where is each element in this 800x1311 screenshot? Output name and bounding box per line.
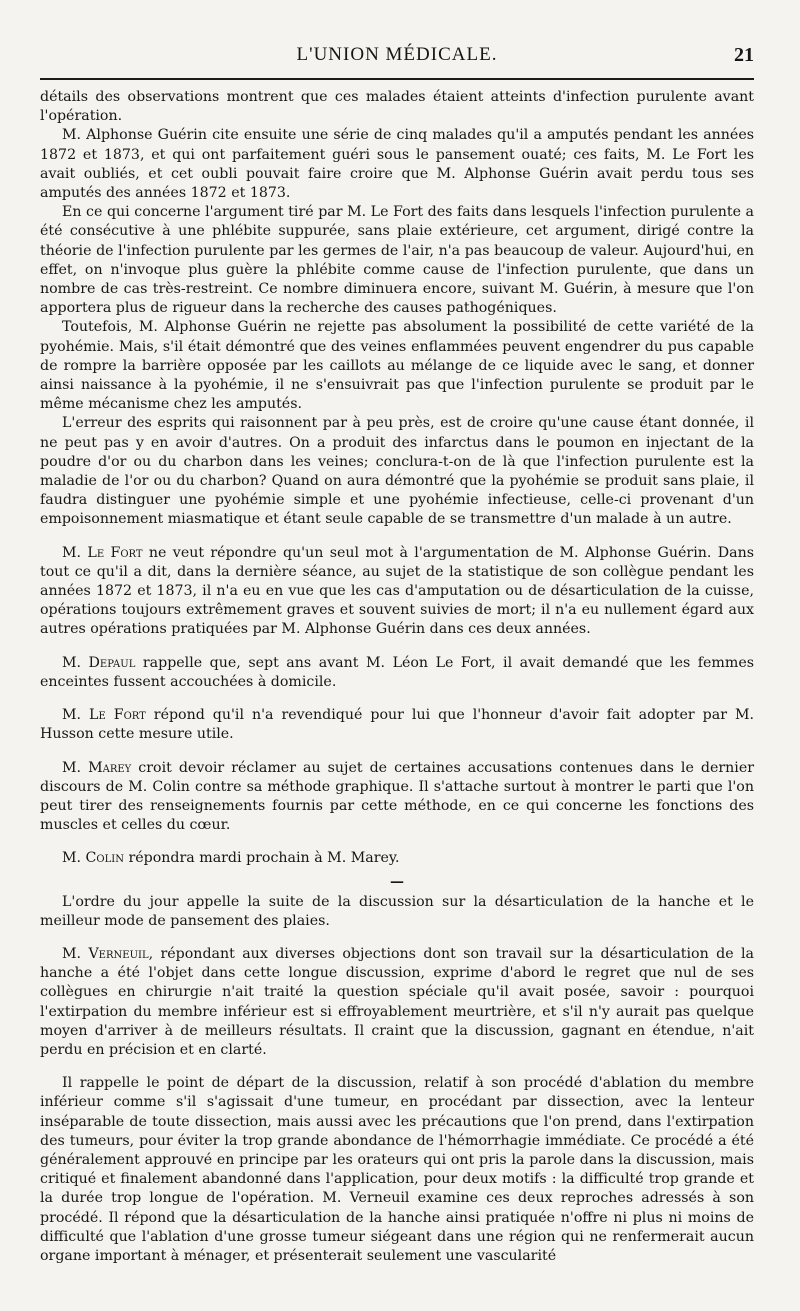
paragraph: L'erreur des esprits qui raisonnent par à peu près, est de croire qu'une cause étant donnée, il ne peut pas y en avoir d'autres. On a produit des infarctus dans le poumon en injectant de la poudre d'or ou du charbon dans les veines; conclura-t-on de là que l'infection purulente est la maladie de l'or ou du charbon? Quand on aura démontré que la pyohémie se produit sans plaie, il faudra distinguer une pyohémie simple et une pyohémie infectieuse, celle-ci provenant d'un empoisonnement miasmatique et étant seule capable de se transmettre d'un malade à un autre. <box>40 415 754 528</box>
header-rule <box>40 78 754 80</box>
paragraph: M. Marey croit devoir réclamer au sujet de certaines accusations contenues dans le dernier discours de M. Colin contre sa méthode graphique. Il s'attache surtout à montrer le parti que l'on peut tirer des renseignements fournis par cette méthode, en ce qui concerne les fonctions des muscles et celles du cœur. <box>40 759 754 834</box>
speaker-name: M. Verneuil, <box>62 945 154 962</box>
speaker-name: M. Marey <box>62 759 132 776</box>
article-body <box>40 88 754 1266</box>
page-number: 21 <box>734 44 754 66</box>
paragraph: M. Depaul rappelle que, sept ans avant M. Léon Le Fort, il avait demandé que les femmes enceintes fussent accouchées à domicile. <box>40 654 754 690</box>
paragraph: M. Le Fort répond qu'il n'a revendiqué pour lui que l'honneur d'avoir fait adopter par M. Husson cette mesure utile. <box>40 707 754 743</box>
speaker-name: M. Le Fort <box>62 707 146 724</box>
paragraph: M. Le Fort ne veut répondre qu'un seul mot à l'argumentation de M. Alphonse Guérin. Dans tout ce qu'il a dit, dans la dernière séance, au sujet de la statistique de son collègue pendant les années 1872 et 1873, il n'a eu en vue que les cas d'amputation ou de désarticulation de la cuisse, opérations toujours extrêmement graves et souvent suivies de mort; il n'a eu nullement égard aux autres opérations pratiquées par M. Alphonse Guérin dans ces deux années. <box>40 544 755 638</box>
section-separator: — <box>390 873 404 890</box>
paragraph: Il rappelle le point de départ de la discussion, relatif à son procédé d'ablation du membre inférieur comme s'il s'agissait d'une tumeur, en procédant par dissection, avec la lenteur inséparable de toute dissection, mais aussi avec les précautions que l'on prend, dans l'extirpation des tumeurs, pour éviter la trop grande abondance de l'hémorrhagie immédiate. Ce procédé a été généralement approuvé en principe par les orateurs qui ont pris la parole dans la discussion, mais critiqué et finalement abandonné dans l'application, pour deux motifs : la difficulté trop grande et la durée trop longue de l'opération. M. Verneuil examine ces deux reproches adressés à son procédé. Il répond que la désarticulation de la hanche ainsi pratiquée n'offre ni plus ni moins de difficulté que l'ablation d'une grosse tumeur siégeant dans une région qui ne renfermerait aucun organe important à ménager, et présenterait seulement une vascularité <box>40 1075 754 1264</box>
paragraph: M. Verneuil, répondant aux diverses objections dont son travail sur la désarticulation de la hanche a été l'objet dans cette longue discussion, exprime d'abord le regret que nul de ses collègues en chirurgie n'ait traité la question spéciale qu'il avait posée, savoir : pourquoi l'extirpation du membre inférieur est si effroyablement meurtrière, et s'il n'y aurait pas quelque moyen d'arriver à de meilleurs résultats. Il craint que la discussion, gagnant en étendue, n'ait perdu en précision et en clarté. <box>40 945 754 1058</box>
paragraph: En ce qui concerne l'argument tiré par M. Le Fort des faits dans lesquels l'infection purulente a été consécutive à une phlébite suppurée, sans plaie extérieure, cet argument, dirigé contre la théorie de l'infection purulente par les germes de l'air, n'a pas beaucoup de valeur. Aujourd'hui, en effet, on n'invoque plus guère la phlébite comme cause de l'infection purulente, que dans un nombre de cas très-restreint. Ce nombre diminuera encore, suivant M. Guérin, à mesure que l'on apportera plus de rigueur dans la recherche des causes pathogéniques. <box>40 204 754 317</box>
speaker-name: M. Depaul <box>62 654 136 671</box>
speaker-name: M. Alphonse Guérin <box>62 127 207 144</box>
speaker-name: M. Colin <box>62 850 124 867</box>
journal-title: L'UNION MÉDICALE. <box>296 44 498 65</box>
paragraph: L'ordre du jour appelle la suite de la discussion sur la désarticulation de la hanche et le meilleur mode de pansement des plaies. <box>40 893 754 929</box>
paragraph: M. Alphonse Guérin cite ensuite une série de cinq malades qu'il a amputés pendant les années 1872 et 1873, et qui ont parfaitement guéri sous le pansement ouaté; ces faits, M. Le Fort les avait oubliés, et cet oubli pouvait faire croire que M. Alphonse Guérin avait perdu tous ses amputés des années 1872 et 1873. <box>40 127 755 202</box>
paragraph: Toutefois, M. Alphonse Guérin ne rejette pas absolument la possibilité de cette variété de la pyohémie. Mais, s'il était démontré que des veines enflammées peuvent engendrer du pus capable de rompre la barrière opposée par les caillots au mélange de ce liquide avec le sang, et donner ainsi naissance à la pyohémie, il ne s'ensuivrait pas que l'infection purulente se produit par le même mécanisme chez les amputés. <box>40 319 754 413</box>
paragraph: M. Colin répondra mardi prochain à M. Marey. <box>62 850 400 867</box>
paragraph: détails des observations montrent que ces malades étaient atteints d'infection purulente avant l'opération. <box>40 89 754 125</box>
speaker-name: M. Le Fort <box>62 544 143 561</box>
running-header <box>40 38 754 72</box>
